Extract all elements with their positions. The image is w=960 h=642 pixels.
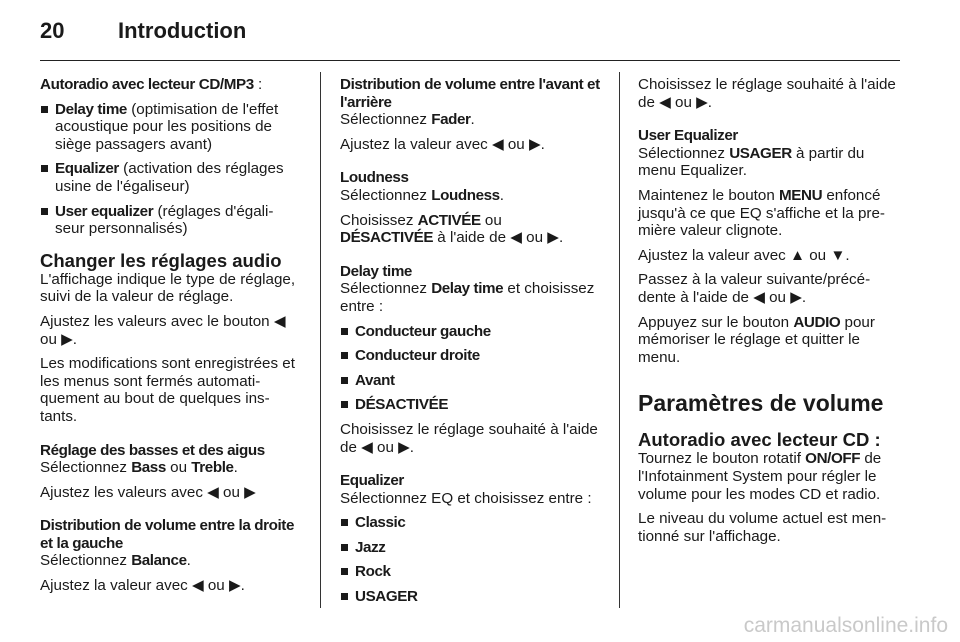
bullet-icon [41,106,48,113]
bullet-icon [341,568,348,575]
list-item [40,203,302,238]
paragraph: Ajustez la valeur avec ◀ ou ▶. [40,577,245,595]
text: pour mémoriser le réglage et quitter le menu. [638,313,875,366]
paragraph [638,145,900,180]
option-bass: Bass [131,459,166,477]
intro-line [40,76,302,94]
list-item [340,588,602,606]
paragraph: Ajustez la valeur avec ▲ ou ▼. [638,246,850,264]
option-balance: Balance [131,552,187,570]
text: Appuyez sur le bouton [638,313,794,331]
text: ou [165,459,192,477]
paragraph: Choisissez le réglage souhaité à l'aide de ◀ ou ▶. [340,420,598,456]
item-label: Conducteur droite [355,347,480,365]
text: Sélectionnez [40,459,132,477]
page-title: Introduction [118,18,247,43]
paragraph [40,552,302,570]
item-desc: (optimisation de l'effet acoustique pour les positions de siège passagers avant) [55,100,279,153]
subheading-loudness: Loudness [340,169,409,187]
text: et choisissez entre : [340,280,595,315]
item-desc: (réglages d'égali-seur personnalisés) [55,202,274,238]
paragraph: Passez à la valeur suivante/précé-dente à l'aide de ◀ ou ▶. [638,271,871,306]
page-number: 20 [40,18,65,43]
subheading-delay-time: Delay time [340,262,412,280]
intro-colon: : [253,76,263,93]
list-item [40,160,302,195]
list-item [40,101,302,154]
column-divider [320,72,321,608]
paragraph [638,187,900,240]
watermark: carmanualsonline.info [743,614,948,637]
bullet-icon [341,593,348,600]
item-label: Classic [355,514,406,532]
text: Sélectionnez [340,186,432,204]
option-treble: Treble [191,459,234,477]
page-header [40,18,900,46]
section-heading: Changer les réglages audio [40,249,282,271]
column-2 [340,76,602,613]
subheading-equalizer: Equalizer [340,472,404,490]
item-term: Equalizer [55,160,119,178]
item-term: User equalizer [55,202,154,220]
cd-heading: Autoradio avec lecteur CD : [638,429,881,451]
subheading-fader: Distribution de volume entre l'avant et l'arrière [340,76,600,111]
bullet-icon [341,352,348,359]
column-divider [619,72,620,608]
paragraph [638,314,900,367]
paragraph [340,187,602,205]
text: Sélectionnez [340,280,432,298]
item-desc: (activation des réglages usine de l'égaliseur) [55,160,284,195]
text: . [233,459,238,477]
text: Sélectionnez [340,111,432,129]
list-item [340,396,602,414]
text: Maintenez le bouton [638,186,780,204]
text: enfoncé jusqu'à ce que EQ s'affiche et la pre-mière valeur clignote. [638,186,885,240]
paragraph: Sélectionnez EQ et choisissez entre : [340,489,592,507]
paragraph: Le niveau du volume actuel est men-tionné sur l'affichage. [638,510,887,545]
text: à l'aide de ◀ ou ▶. [433,229,564,247]
subheading-balance: Distribution de volume entre la droite et la gauche [40,517,294,552]
option-fader: Fader [431,111,471,129]
bullet-icon [341,377,348,384]
text: à partir du menu Equalizer. [638,144,865,180]
paragraph [340,111,602,129]
option-off: DÉSACTIVÉE [340,229,434,247]
item-label: DÉSACTIVÉE [355,396,449,414]
item-label: Avant [355,371,395,389]
text: Sélectionnez [40,552,132,570]
item-label: Conducteur gauche [355,322,491,340]
paragraph: Choisissez le réglage souhaité à l'aide de ◀ ou ▶. [638,76,896,111]
bullet-icon [41,165,48,172]
list-item [340,323,602,341]
bullet-icon [341,401,348,408]
paragraph: Ajustez la valeur avec ◀ ou ▶. [340,135,545,153]
item-label: Jazz [355,538,386,556]
volume-heading: Paramètres de volume [638,390,884,417]
paragraph [40,459,302,477]
intro-term: Autoradio avec lecteur CD/MP3 [40,76,254,93]
option-usager: USAGER [729,144,792,162]
audio-button-label: AUDIO [793,313,841,331]
text: . [470,111,475,129]
text: Tournez le bouton rotatif [638,450,806,468]
paragraph [638,450,900,503]
item-label: USAGER [355,588,418,606]
option-delay-time: Delay time [431,280,504,298]
list-item [340,563,602,581]
paragraph: Les modifications sont enregistrées et les menus sont fermés automati-quement au bout de quelques ins-tants. [40,355,295,425]
text: . [186,552,191,570]
bullet-icon [41,208,48,215]
text: . [499,186,504,204]
paragraph: Ajustez les valeurs avec le bouton ◀ ou ▶. [40,312,286,348]
bullet-icon [341,519,348,526]
column-3 [638,76,900,552]
list-item [340,347,602,365]
text: ou [480,211,502,229]
subheading-user-equalizer: User Equalizer [638,127,738,145]
list-item [340,514,602,532]
bullet-icon [341,328,348,335]
text: Sélectionnez [638,144,730,162]
list-item [340,372,602,390]
on-off-button-label: ON/OFF [805,450,861,468]
column-1 [40,76,302,602]
option-on: ACTIVÉE [417,211,481,229]
subheading-bass-treble: Réglage des basses et des aigus [40,441,265,459]
menu-button-label: MENU [779,186,823,204]
option-loudness: Loudness [431,186,500,204]
item-label: Rock [355,563,391,581]
text: Choisissez [340,211,418,229]
paragraph: L'affichage indique le type de réglage, suivi de la valeur de réglage. [40,270,296,306]
header-rule [40,60,900,61]
paragraph: Ajustez les valeurs avec ◀ ou ▶ [40,483,256,501]
paragraph [340,212,602,247]
item-term: Delay time [55,100,127,118]
list-item [340,539,602,557]
text: de l'Infotainment System pour régler le volume pour les modes CD et radio. [638,450,882,503]
bullet-icon [341,544,348,551]
paragraph [340,280,602,315]
